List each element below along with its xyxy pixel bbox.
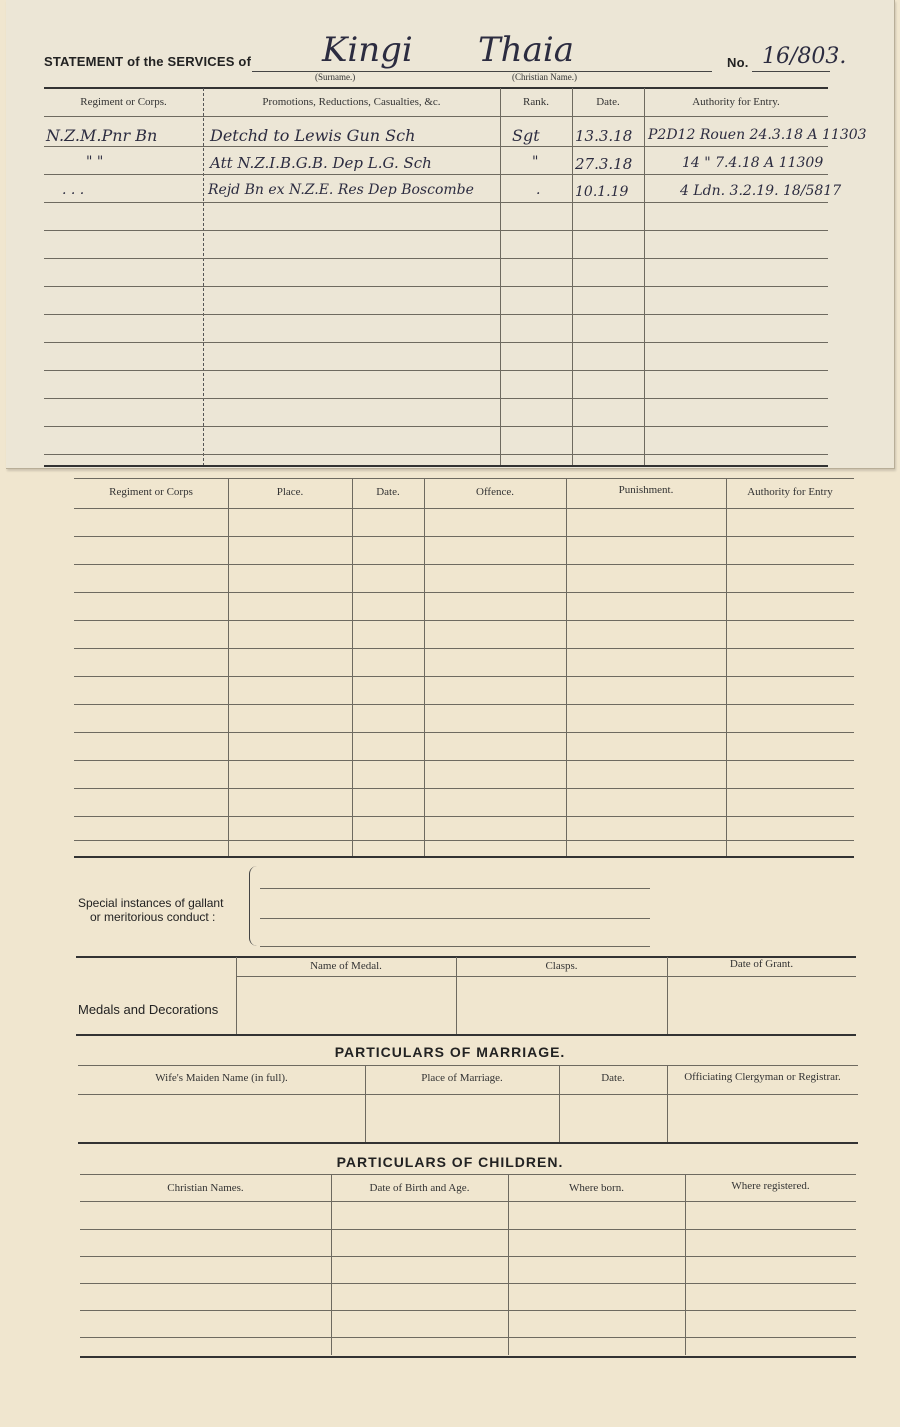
row3-regiment: . . . (62, 182, 85, 198)
services-row-rule (44, 286, 828, 287)
marriage-title: PARTICULARS OF MARRIAGE. (334, 1044, 566, 1060)
offences-row-rule (74, 816, 854, 817)
children-title: PARTICULARS OF CHILDREN. (336, 1154, 564, 1170)
row1-promotion: Detchd to Lewis Gun Sch (210, 126, 416, 145)
col-off-regiment: Regiment or Corps (109, 486, 193, 498)
christian-name-value: Thaia (478, 30, 574, 70)
services-row-rule (44, 454, 828, 455)
services-row-rule (44, 314, 828, 315)
services-col-divider (500, 88, 501, 466)
col-off-place: Place. (276, 486, 304, 498)
medals-header-rule (236, 976, 856, 977)
special-instances-line (260, 888, 650, 889)
col-medal-name: Name of Medal. (310, 960, 382, 972)
number-label: No. (727, 55, 749, 70)
services-row-rule (44, 398, 828, 399)
row2-rank: " (532, 154, 539, 170)
col-regiment: Regiment or Corps. (80, 96, 167, 108)
col-off-punishment: Punishment. (618, 484, 674, 496)
marriage-header-rule (78, 1094, 858, 1095)
offences-row-rule (74, 592, 854, 593)
offences-row-rule (74, 564, 854, 565)
row1-date: 13.3.18 (575, 127, 633, 145)
col-wife-name: Wife's Maiden Name (in full). (155, 1072, 288, 1084)
services-row-rule (44, 258, 828, 259)
row1-regiment: N.Z.M.Pnr Bn (46, 126, 158, 145)
offences-col-divider (726, 478, 727, 856)
row1-authority: P2D12 Rouen 24.3.18 A 11303 (648, 127, 867, 143)
services-row-rule (44, 426, 828, 427)
services-col-divider (644, 88, 645, 466)
services-row-rule (44, 146, 828, 147)
offences-col-divider (228, 478, 229, 856)
offences-row-rule (74, 704, 854, 705)
row3-date: 10.1.19 (575, 184, 629, 200)
col-rank: Rank. (523, 96, 549, 108)
offences-bottom-rule (74, 856, 854, 858)
special-instances-line (260, 918, 650, 919)
special-instances-line (260, 946, 650, 947)
services-col-divider (572, 88, 573, 466)
row1-rank: Sgt (512, 126, 540, 145)
children-row-rule (80, 1229, 856, 1230)
col-child-names: Christian Names. (167, 1182, 244, 1194)
services-row-rule (44, 370, 828, 371)
services-header-rule (44, 116, 828, 117)
offences-row-rule (74, 648, 854, 649)
col-child-birth: Date of Birth and Age. (369, 1182, 470, 1194)
offences-header-rule (74, 508, 854, 509)
offences-row-rule (74, 760, 854, 761)
row3-authority: 4 Ldn. 3.2.19. 18/5817 (680, 183, 842, 199)
offences-row-rule (74, 536, 854, 537)
services-row-rule (44, 342, 828, 343)
row3-rank: . (536, 182, 541, 198)
col-child-registered: Where registered. (731, 1180, 810, 1192)
children-header-rule (80, 1201, 856, 1202)
offences-row-rule (74, 732, 854, 733)
row2-promotion: Att N.Z.I.B.G.B. Dep L.G. Sch (210, 154, 432, 172)
col-off-date: Date. (376, 486, 400, 498)
row2-authority: 14 " 7.4.18 A 11309 (682, 155, 824, 171)
offences-top-rule (74, 478, 854, 479)
services-row-rule (44, 230, 828, 231)
medals-bottom-rule (76, 1034, 856, 1036)
offences-row-rule (74, 788, 854, 789)
offences-col-divider (352, 478, 353, 856)
services-row-rule (44, 202, 828, 203)
number-value: 16/803. (762, 44, 847, 69)
surname-caption: (Surname.) (315, 72, 356, 82)
statement-label: STATEMENT of the SERVICES of (44, 54, 252, 69)
col-off-offence: Offence. (476, 486, 514, 498)
christian-caption: (Christian Name.) (512, 72, 577, 82)
col-off-authority: Authority for Entry (747, 486, 833, 498)
services-col-divider (203, 88, 204, 466)
services-row-rule (44, 174, 828, 175)
col-medal-date: Date of Grant. (729, 958, 794, 970)
col-marriage-date: Date. (601, 1072, 625, 1084)
row3-promotion: Rejd Bn ex N.Z.E. Res Dep Boscombe (208, 182, 474, 198)
col-authority: Authority for Entry. (692, 96, 780, 108)
services-bottom-rule (44, 465, 828, 467)
row2-date: 27.3.18 (575, 155, 633, 173)
offences-col-divider (424, 478, 425, 856)
special-instances-brace (249, 866, 260, 946)
col-date: Date. (596, 96, 620, 108)
children-top-rule (80, 1174, 856, 1175)
services-top-rule (44, 87, 828, 89)
special-instances-label-1: Special instances of gallant (78, 896, 224, 910)
col-medal-clasps: Clasps. (545, 960, 578, 972)
children-row-rule (80, 1283, 856, 1284)
children-col-divider (508, 1175, 509, 1355)
children-bottom-rule (80, 1356, 856, 1358)
col-marriage-place: Place of Marriage. (421, 1072, 503, 1084)
surname-value: Kingi (322, 30, 413, 70)
col-promotions: Promotions, Reductions, Casualties, &c. (262, 96, 441, 108)
children-row-rule (80, 1310, 856, 1311)
row2-regiment: " " (86, 154, 104, 170)
marriage-bottom-rule (78, 1142, 858, 1144)
children-col-divider (685, 1175, 686, 1355)
col-clergyman: Officiating Clergyman or Registrar. (684, 1071, 841, 1083)
offences-row-rule (74, 620, 854, 621)
special-instances-label-2: or meritorious conduct : (90, 910, 216, 924)
marriage-top-rule (78, 1065, 858, 1066)
children-row-rule (80, 1256, 856, 1257)
children-col-divider (331, 1175, 332, 1355)
medals-label: Medals and Decorations (78, 1002, 219, 1017)
offences-row-rule (74, 840, 854, 841)
offences-col-divider (566, 478, 567, 856)
offences-row-rule (74, 676, 854, 677)
children-row-rule (80, 1337, 856, 1338)
col-child-born: Where born. (569, 1182, 624, 1194)
number-underline (752, 71, 830, 72)
